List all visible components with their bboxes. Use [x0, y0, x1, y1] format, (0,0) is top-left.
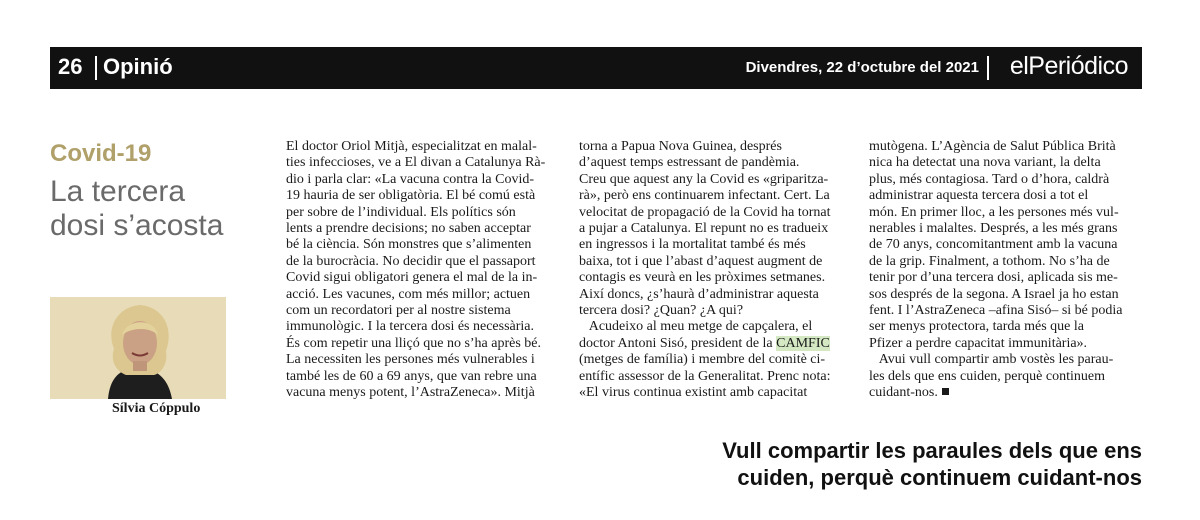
- text-line: La necessiten les persones més vulnerables i: [286, 352, 535, 368]
- article-headline: [50, 175, 265, 243]
- text-line: nerables i malaltes. Després, a les més grans: [869, 221, 1118, 237]
- section-name: Opinió: [103, 54, 173, 79]
- text-line: les dels que ens cuiden, perquè continuem: [869, 368, 1105, 384]
- portrait-photo-icon: [50, 297, 226, 399]
- text-line: vacuna menys potent, l’AstraZeneca». Mitjà: [286, 385, 535, 401]
- text-line: també les de 60 a 69 anys, que van rebre una: [286, 368, 537, 384]
- text-line: en ingressos i la mortalitat també és més: [579, 237, 806, 253]
- text-line: com un recordatori per al nostre sistema: [286, 303, 511, 319]
- text-line: lents a prendre decisions; no saben acceptar: [286, 221, 531, 237]
- author-photo: [50, 297, 226, 399]
- article-column-1: [286, 139, 556, 402]
- text-line: plus, més contagiosa. Tard o d’hora, caldrà: [869, 171, 1110, 187]
- text-line: de la burocràcia. No decidir que el passaport: [286, 253, 536, 269]
- text-line: a pujar a Catalunya. El repunt no es tradueix: [579, 221, 829, 237]
- text-line: (metges de família) i membre del comitè ci-: [579, 352, 826, 368]
- highlighted-term: CAMFIC: [776, 335, 830, 351]
- text-line: Acudeixo al meu metge de capçalera, el: [579, 319, 813, 335]
- text-line: per sobre de l’individual. Els polítics són: [286, 204, 516, 220]
- text-line: mutògena. L’Agència de Salut Pública Brità: [869, 139, 1116, 154]
- text-line: acció. Les vacunes, com més millor; actuen: [286, 286, 531, 302]
- text-line: És com repetir una lliçó que no s’ha après bé.: [286, 335, 542, 351]
- text-line: El doctor Oriol Mitjà, especialitzat en malal-: [286, 139, 537, 154]
- page-number: 26: [58, 54, 83, 79]
- headline-line: dosi s’acosta: [50, 209, 224, 242]
- text-line: de la grip. Finalment, a tothom. No s’ha de: [869, 253, 1110, 269]
- newspaper-logo: elPeriódico: [1009, 52, 1128, 80]
- text-line: sos després de la segona. A Israel ja ho estan: [869, 286, 1119, 302]
- header-divider: [95, 56, 97, 80]
- text-line: immunològic. I la tercera dosi és necessària.: [286, 319, 535, 335]
- text-line: Covid sigui obligatori genera el mal de la in-: [286, 270, 538, 286]
- author-name: Sílvia Cóppulo: [112, 401, 201, 416]
- text-line: [869, 385, 1139, 401]
- text-line: contagis es veurà en les pròximes setmanes.: [579, 270, 826, 286]
- text-line: tercera dosi? ¿Quan? ¿A qui?: [579, 303, 744, 319]
- text-line: administrar aquesta tercera dosi a tot el: [869, 188, 1089, 204]
- text-line: Pfizer a perdre capacitat immunitària».: [869, 335, 1088, 351]
- text-fragment: doctor Antoni Sisó, president de la: [579, 335, 777, 351]
- header-divider-right: [987, 56, 989, 80]
- text-line: ser menys protectora, tarda més que la: [869, 319, 1084, 335]
- text-line: entífic assessor de la Generalitat. Prenc nota:: [579, 368, 831, 384]
- text-line: nica ha detectat una nova variant, la delta: [869, 155, 1101, 171]
- page-header: [50, 47, 1142, 89]
- article-topic: Covid-19: [50, 140, 152, 167]
- headline-line: La tercera: [50, 175, 186, 208]
- text-line: d’aquest temps estressant de pandèmia.: [579, 155, 800, 171]
- text-line: món. En primer lloc, a les persones més vul-: [869, 204, 1119, 220]
- text-fragment: cuidant-nos.: [869, 385, 938, 401]
- article-column-3: [869, 139, 1139, 402]
- text-line: de 70 anys, concomitantment amb la vacuna: [869, 237, 1118, 253]
- issue-date: Divendres, 22 d’octubre del 2021: [745, 59, 979, 76]
- text-line: Així doncs, ¿s’haurà d’administrar aquesta: [579, 286, 819, 302]
- text-line: velocitat de propagació de la Covid ha tornat: [579, 204, 831, 220]
- text-line: bé la ciència. Són monstres que s’alimenten: [286, 237, 532, 253]
- text-line: [579, 336, 849, 352]
- text-line: «El virus continua existint amb capacitat: [579, 385, 808, 401]
- pull-quote: [722, 437, 1142, 491]
- text-line: 19 hauria de ser obligatòria. El bé comú està: [286, 188, 536, 204]
- text-line: dio i parla clar: «La vacuna contra la Covid-: [286, 171, 535, 187]
- text-line: fent. I l’AstraZeneca –afina Sisó– si bé podia: [869, 303, 1123, 319]
- pull-quote-line: cuiden, perquè continuem cuidant-nos: [737, 465, 1142, 490]
- end-mark-icon: [942, 388, 949, 395]
- pull-quote-line: Vull compartir les paraules dels que ens: [722, 438, 1142, 463]
- text-line: baixa, tot i que l’abast d’aquest augment de: [579, 253, 823, 269]
- article-column-2: [579, 139, 849, 402]
- text-line: rà», però ens continuarem infectant. Cert. La: [579, 188, 830, 204]
- text-line: Avui vull compartir amb vostès les parau-: [869, 352, 1114, 368]
- text-line: torna a Papua Nova Guinea, després: [579, 139, 782, 154]
- text-line: ties infeccioses, ve a El divan a Catalunya Rà-: [286, 155, 546, 171]
- text-line: tenir por d’una tercera dosi, aplicada sis me-: [869, 270, 1118, 286]
- text-line: Creu que aquest any la Covid es «griparitza-: [579, 171, 829, 187]
